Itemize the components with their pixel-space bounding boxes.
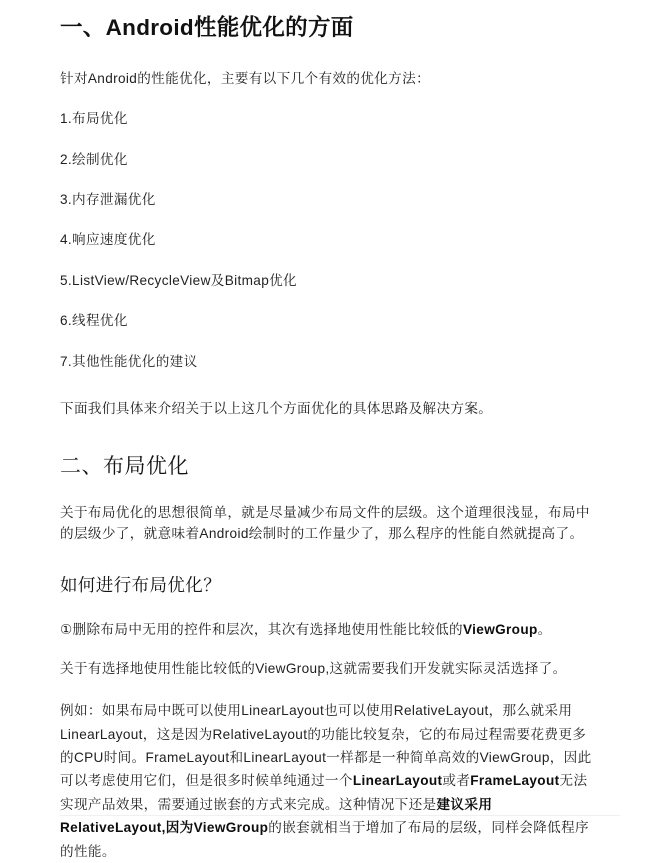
example-run-4: 的嵌套就相当于增加了布局的层级，同样会降低程序的性能。 xyxy=(60,820,589,859)
example-run-3: 无法实现产品效果，需要通过嵌套的方式来完成。这种情况下还是 xyxy=(60,773,588,812)
list-item-draw: 2.绘制优化 xyxy=(60,151,128,167)
example-run-1: 例如：如果布局中既可以使用LinearLayout也可以使用RelativeLayout，那么就采用LinearLayout，这是因为RelativeLayout的功能比较复杂，它的布局过程需要花费更多的CPU时间。FrameLayout和LinearLayout一样都是一种简单高效的ViewGroup，因此可以考虑使用它们，但是很多时候单纯通过一个 xyxy=(60,703,592,789)
section-one-heading xyxy=(60,14,592,42)
section-one-heading-suffix: 性能优化的方面 xyxy=(193,15,354,40)
point-one-marker: ① xyxy=(60,622,73,638)
section-two-heading: 二、布局优化 xyxy=(60,454,189,478)
list-item-layout: 1.布局优化 xyxy=(60,111,128,127)
section-one-heading-term: Android xyxy=(105,15,194,40)
list-item-other-advice: 7.其他性能优化的建议 xyxy=(60,353,198,369)
point-one-bold-term: ViewGroup xyxy=(462,622,538,638)
list-item-memory-leak: 3.内存泄漏优化 xyxy=(60,191,156,207)
page-bottom-divider xyxy=(60,815,620,816)
list-item-thread: 6.线程优化 xyxy=(60,313,128,329)
example-run-2: 或者 xyxy=(442,773,471,789)
section-one-heading-prefix: 一、 xyxy=(60,15,106,40)
example-paragraph xyxy=(60,699,592,863)
example-bold-relativelayout-advice: 建议采用RelativeLayout,因为ViewGroup xyxy=(60,796,493,836)
example-bold-framelayout: FrameLayout xyxy=(470,773,560,789)
section-two-subheading: 如何进行布局优化？ xyxy=(60,575,222,596)
section-one-outro: 下面我们具体来介绍关于以上这几个方面优化的具体思路及解决方案。 xyxy=(60,400,493,416)
point-one-paragraph xyxy=(60,619,592,640)
document-content xyxy=(60,14,592,863)
point-one-text-after: 。 xyxy=(537,622,552,638)
list-item-listview-bitmap: 5.ListView/RecycleView及Bitmap优化 xyxy=(60,272,297,288)
example-bold-linearlayout: LinearLayout xyxy=(352,773,443,789)
list-item-response-speed: 4.响应速度优化 xyxy=(60,232,156,248)
point-one-note: 关于有选择地使用性能比较低的ViewGroup,这就需要我们开发就实际灵活选择了。 xyxy=(60,661,567,677)
point-one-text-before: 删除布局中无用的控件和层次，其次有选择地使用性能比较低的 xyxy=(72,622,463,638)
section-one-intro: 针对Android的性能优化，主要有以下几个有效的优化方法： xyxy=(60,71,431,87)
section-two-paragraph: 关于布局优化的思想很简单，就是尽量减少布局文件的层级。这个道理很浅显，布局中的层级少了，就意味着Android绘制时的工作量少了，那么程序的性能自然就提高了。 xyxy=(60,505,590,542)
